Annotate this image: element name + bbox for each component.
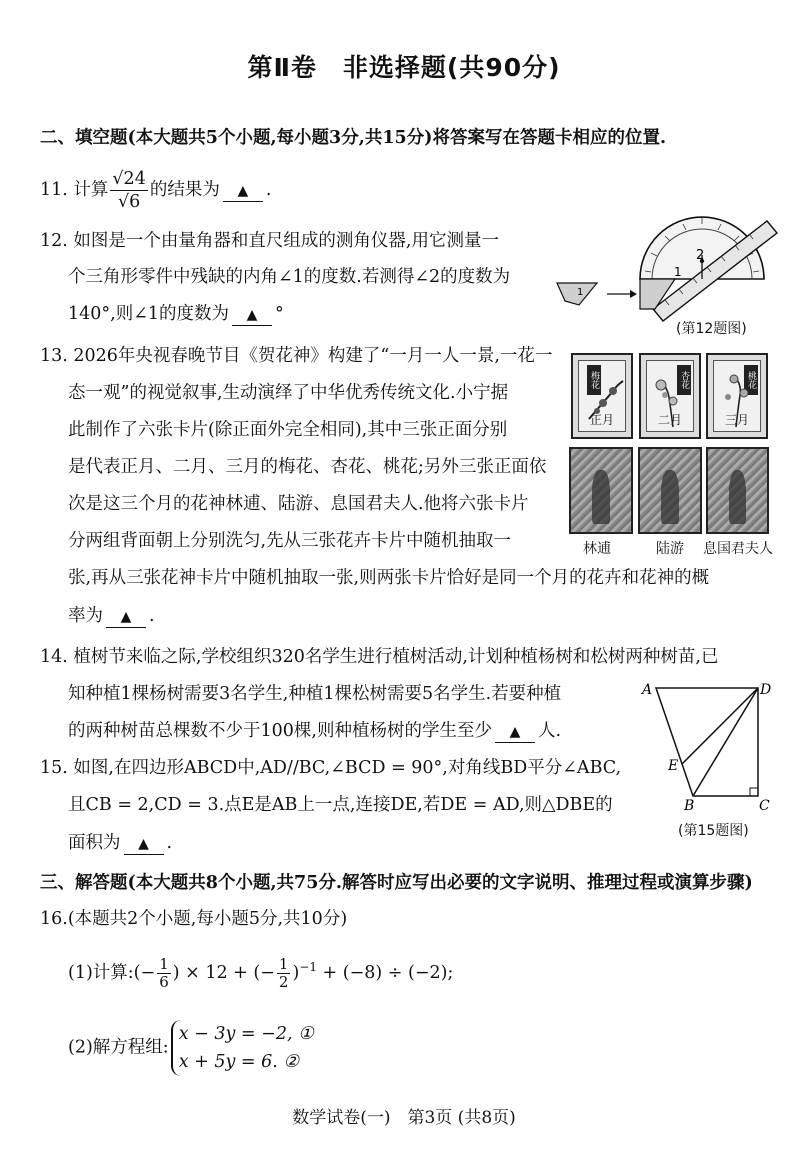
answer-blank: ▲ — [509, 724, 521, 740]
card-lu-you — [638, 447, 702, 534]
angle-1-label: 1 — [674, 265, 682, 279]
right-angle-mark — [750, 788, 758, 796]
q13-line-1: 13. 2026年央视春晚节目《贺花神》构建了“一月一人一景,一花一 — [40, 346, 553, 366]
q13-line-8: 率为 ▲ . — [68, 606, 155, 626]
answer-blank: ▲ — [138, 836, 149, 852]
answer-blank: ▲ — [120, 609, 132, 625]
person-label: 息国君夫人 — [703, 541, 773, 557]
card-lin-bu — [569, 447, 633, 534]
person-label: 林逋 — [583, 541, 611, 557]
point-b-label: B — [684, 798, 695, 813]
answer-blank: ▲ — [237, 183, 249, 199]
diagonal-bd — [693, 688, 758, 796]
question-11: 11. 计算 $\frac{√24}{√6}$ 的结果为 ▲ . — [40, 169, 272, 212]
q13-line-7: 张,再从三张花神卡片中随机抽取一张,则两张卡片恰好是同一个月的花卉和花神的概 — [68, 568, 710, 588]
q13-line-2: 态一观”的视觉叙事,生动演绎了中华优秀传统文化.小宁据 — [68, 383, 509, 403]
person-label: 陆游 — [656, 541, 684, 557]
q15-line-2: 且CB = 2,CD = 3.点E是AB上一点,连接DE,若DE = AD,则△DBE的 — [68, 795, 613, 815]
q11-denominator: √6 — [117, 192, 141, 212]
section2-header: 二、填空题(本大题共5个小题,每小题3分,共15分)将答案写在答题卡相应的位置. — [40, 128, 667, 148]
q13-line-5: 次是这三个月的花神林逋、陆游、息国君夫人.他将六张卡片 — [68, 494, 529, 514]
triangle-part-angle-label: 1 — [577, 287, 584, 298]
point-e-label: E — [668, 758, 679, 774]
answer-blank: ▲ — [246, 307, 258, 323]
q14-line-2: 知种植1棵杨树需要3名学生,种植1棵松树需要5名学生.若要种植 — [68, 684, 562, 704]
q16-part-2: (2)解方程组: x − 3y = −2, ① x + 5y = 6. ② — [68, 1020, 314, 1076]
q12-line-1: 12. 如图是一个由量角器和直尺组成的测角仪器,用它测量一 — [40, 231, 499, 251]
page-title: 第Ⅱ卷 非选择题(共90分) — [247, 53, 561, 82]
q12-caption: (第12题图) — [676, 321, 747, 337]
q15-figure — [638, 678, 778, 813]
q13-line-3: 此制作了六张卡片(除正面外完全相同),其中三张正面分别 — [68, 420, 508, 440]
page-footer: 数学试卷(一) 第3页 (共8页) — [292, 1108, 516, 1128]
q13-line-6: 分两组背面朝上分别洗匀,先从三张花卉卡片中随机抽取一 — [68, 531, 512, 551]
card-apricot: 杏花 二月 — [639, 353, 701, 439]
section3-header: 三、解答题(本大题共8个小题,共75分.解答时应写出必要的文字说明、推理过程或演算步骤) — [40, 873, 753, 893]
equation-2: x + 5y = 6. ② — [178, 1052, 300, 1072]
q16-part-1: (1)计算:(− $\frac{1}{6}$ ) × 12 + (− $\frac{1}{2}$ )$^{-1}$ + (−8) ÷ (−2); — [68, 954, 454, 991]
equation-1: x − 3y = −2, ① — [178, 1024, 314, 1044]
arrow-head — [630, 290, 637, 298]
card-plum: 梅花 正月 — [571, 353, 633, 439]
card-month-label: 正月 — [589, 413, 614, 427]
card-month-label: 三月 — [724, 413, 749, 427]
card-peach: 桃花 三月 — [706, 353, 768, 439]
q12-figure — [555, 205, 780, 323]
angle-2-label: 2 — [696, 248, 705, 263]
q13-line-4: 是代表正月、二月、三月的梅花、杏花、桃花;另外三张正面依 — [68, 457, 547, 477]
q12-line-3: 140°,则∠1的度数为 ▲ ° — [68, 304, 284, 324]
q14-line-3: 的两种树苗总棵数不少于100棵,则种植杨树的学生至少 ▲ 人. — [68, 721, 562, 741]
segment-de — [682, 688, 758, 764]
point-d-label: D — [760, 682, 772, 698]
q14-line-1: 14. 植树节来临之际,学校组织320名学生进行植树活动,计划种植杨树和松树两种树苗,已 — [40, 647, 719, 667]
point-c-label: C — [759, 798, 770, 813]
equation-system — [171, 1020, 314, 1076]
q16-intro: 16.(本题共2个小题,每小题5分,共10分) — [40, 909, 348, 929]
card-xi-guo-jun-fu-ren — [706, 447, 769, 534]
q15-caption: (第15题图) — [678, 823, 749, 839]
q12-line-2: 个三角形零件中残缺的内角∠1的度数.若测得∠2的度数为 — [68, 267, 511, 287]
q15-line-3: 面积为 ▲ . — [68, 833, 173, 853]
card-month-label: 二月 — [657, 413, 682, 427]
point-a-label: A — [642, 682, 653, 698]
q15-line-1: 15. 如图,在四边形ABCD中,AD//BC,∠BCD = 90°,对角线BD平分∠ABC, — [40, 758, 622, 778]
q11-numerator: √24 — [112, 169, 146, 189]
